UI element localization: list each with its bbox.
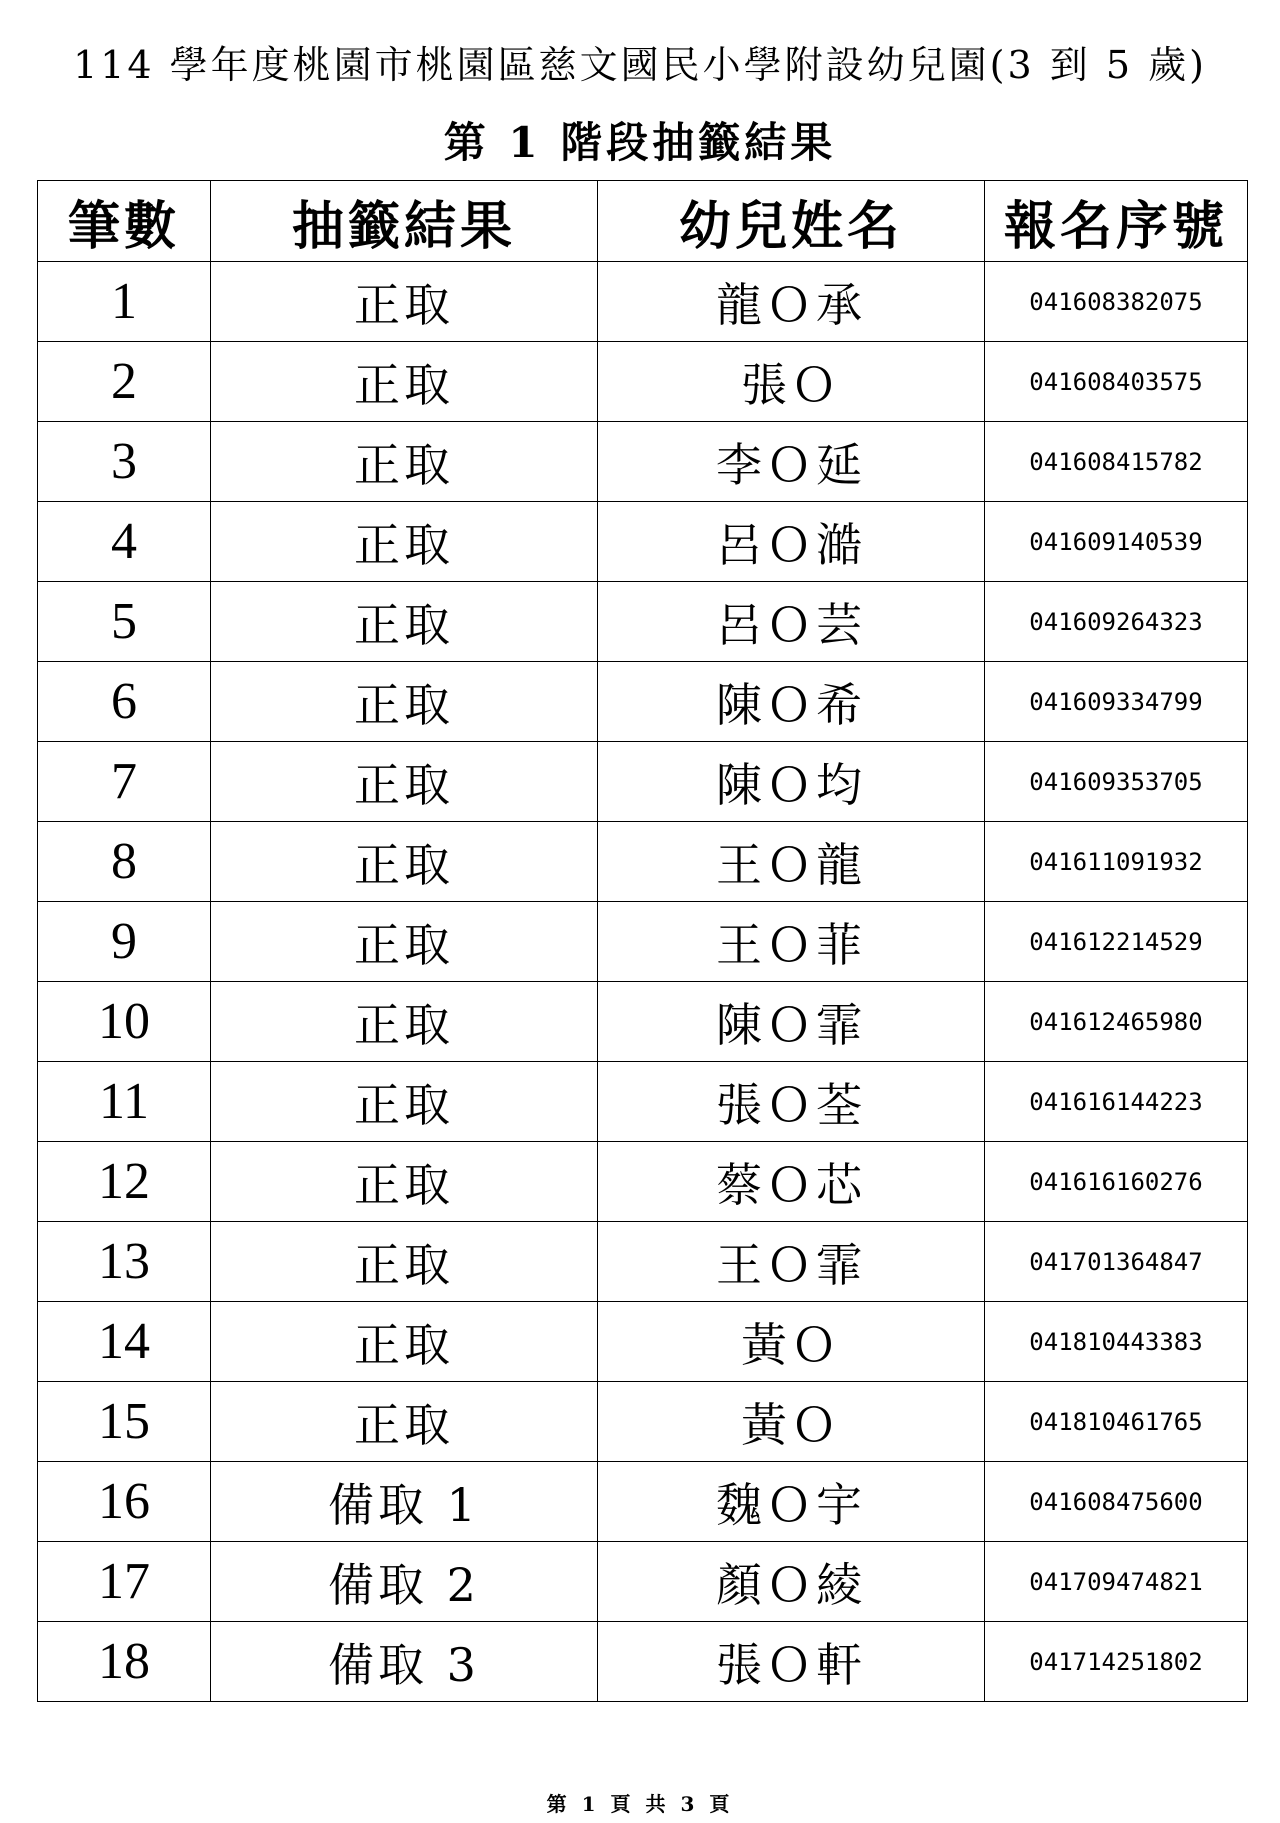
row-result-cell: 正取 (211, 662, 598, 742)
row-count-cell: 1 (38, 262, 211, 342)
row-registration-number-cell: 041608403575 (985, 342, 1248, 422)
table-row (38, 1382, 1248, 1462)
table-row (38, 662, 1248, 742)
row-count-cell: 7 (38, 742, 211, 822)
row-registration-number-cell: 041709474821 (985, 1542, 1248, 1622)
row-registration-number-cell: 041608415782 (985, 422, 1248, 502)
row-count-cell: 4 (38, 502, 211, 582)
row-result-cell: 正取 (211, 902, 598, 982)
row-name-cell: 張Ｏ軒 (598, 1622, 985, 1702)
row-name-cell: 呂Ｏ澔 (598, 502, 985, 582)
table-row (38, 1542, 1248, 1622)
header-result: 抽籤結果 (211, 181, 598, 262)
table-header-row (38, 181, 1248, 262)
header-count: 筆數 (38, 181, 211, 262)
row-registration-number-cell: 041616160276 (985, 1142, 1248, 1222)
row-registration-number-cell: 041609140539 (985, 502, 1248, 582)
lottery-results-table (37, 180, 1248, 1702)
table-row (38, 742, 1248, 822)
row-count-cell: 13 (38, 1222, 211, 1302)
row-count-cell: 15 (38, 1382, 211, 1462)
row-registration-number-cell: 041616144223 (985, 1062, 1248, 1142)
row-result-cell: 正取 (211, 262, 598, 342)
row-result-cell: 正取 (211, 1382, 598, 1462)
row-registration-number-cell: 041810461765 (985, 1382, 1248, 1462)
row-count-cell: 11 (38, 1062, 211, 1142)
page-footer: 第 1 頁 共 3 頁 (546, 1792, 734, 1816)
row-result-cell: 正取 (211, 742, 598, 822)
row-name-cell: 顏Ｏ綾 (598, 1542, 985, 1622)
row-count-cell: 14 (38, 1302, 211, 1382)
table-row (38, 1142, 1248, 1222)
row-count-cell: 18 (38, 1622, 211, 1702)
row-registration-number-cell: 041608475600 (985, 1462, 1248, 1542)
row-count-cell: 12 (38, 1142, 211, 1222)
table-row (38, 342, 1248, 422)
table-row (38, 1222, 1248, 1302)
row-result-cell: 正取 (211, 1302, 598, 1382)
row-result-cell: 備取 2 (211, 1542, 598, 1622)
row-name-cell: 龍Ｏ承 (598, 262, 985, 342)
page-title: 114 學年度桃園市桃園區慈文國民小學附設幼兒園(3 到 5 歲) (73, 43, 1207, 87)
page-subtitle: 第 1 階段抽籤結果 (443, 118, 837, 167)
row-registration-number-cell: 041612465980 (985, 982, 1248, 1062)
row-name-cell: 黃Ｏ (598, 1302, 985, 1382)
row-count-cell: 17 (38, 1542, 211, 1622)
row-result-cell: 正取 (211, 502, 598, 582)
row-name-cell: 王Ｏ霏 (598, 1222, 985, 1302)
header-registration-number: 報名序號 (985, 181, 1248, 262)
row-registration-number-cell: 041609353705 (985, 742, 1248, 822)
row-registration-number-cell: 041608382075 (985, 262, 1248, 342)
row-registration-number-cell: 041701364847 (985, 1222, 1248, 1302)
table-row (38, 982, 1248, 1062)
table-row (38, 262, 1248, 342)
row-count-cell: 8 (38, 822, 211, 902)
row-result-cell: 正取 (211, 822, 598, 902)
row-count-cell: 2 (38, 342, 211, 422)
table-row (38, 1302, 1248, 1382)
row-name-cell: 王Ｏ菲 (598, 902, 985, 982)
row-registration-number-cell: 041609334799 (985, 662, 1248, 742)
row-registration-number-cell: 041611091932 (985, 822, 1248, 902)
row-name-cell: 魏Ｏ宇 (598, 1462, 985, 1542)
row-name-cell: 張Ｏ荃 (598, 1062, 985, 1142)
row-result-cell: 正取 (211, 982, 598, 1062)
row-registration-number-cell: 041810443383 (985, 1302, 1248, 1382)
row-count-cell: 10 (38, 982, 211, 1062)
row-result-cell: 正取 (211, 1142, 598, 1222)
row-registration-number-cell: 041714251802 (985, 1622, 1248, 1702)
table-row (38, 582, 1248, 662)
row-name-cell: 王Ｏ龍 (598, 822, 985, 902)
row-result-cell: 正取 (211, 1062, 598, 1142)
row-result-cell: 正取 (211, 342, 598, 422)
row-name-cell: 陳Ｏ均 (598, 742, 985, 822)
table-row (38, 502, 1248, 582)
row-name-cell: 陳Ｏ霏 (598, 982, 985, 1062)
row-result-cell: 正取 (211, 422, 598, 502)
row-name-cell: 蔡Ｏ芯 (598, 1142, 985, 1222)
row-name-cell: 張Ｏ (598, 342, 985, 422)
row-name-cell: 呂Ｏ芸 (598, 582, 985, 662)
row-count-cell: 5 (38, 582, 211, 662)
row-result-cell: 正取 (211, 582, 598, 662)
row-name-cell: 黃Ｏ (598, 1382, 985, 1462)
row-registration-number-cell: 041609264323 (985, 582, 1248, 662)
table-row (38, 422, 1248, 502)
table-row (38, 902, 1248, 982)
table-row (38, 822, 1248, 902)
table-row (38, 1462, 1248, 1542)
row-result-cell: 備取 1 (211, 1462, 598, 1542)
row-result-cell: 備取 3 (211, 1622, 598, 1702)
row-count-cell: 3 (38, 422, 211, 502)
table-row (38, 1062, 1248, 1142)
table-row (38, 1622, 1248, 1702)
row-name-cell: 李Ｏ延 (598, 422, 985, 502)
row-count-cell: 6 (38, 662, 211, 742)
row-name-cell: 陳Ｏ希 (598, 662, 985, 742)
row-count-cell: 9 (38, 902, 211, 982)
row-result-cell: 正取 (211, 1222, 598, 1302)
header-child-name: 幼兒姓名 (598, 181, 985, 262)
row-registration-number-cell: 041612214529 (985, 902, 1248, 982)
row-count-cell: 16 (38, 1462, 211, 1542)
